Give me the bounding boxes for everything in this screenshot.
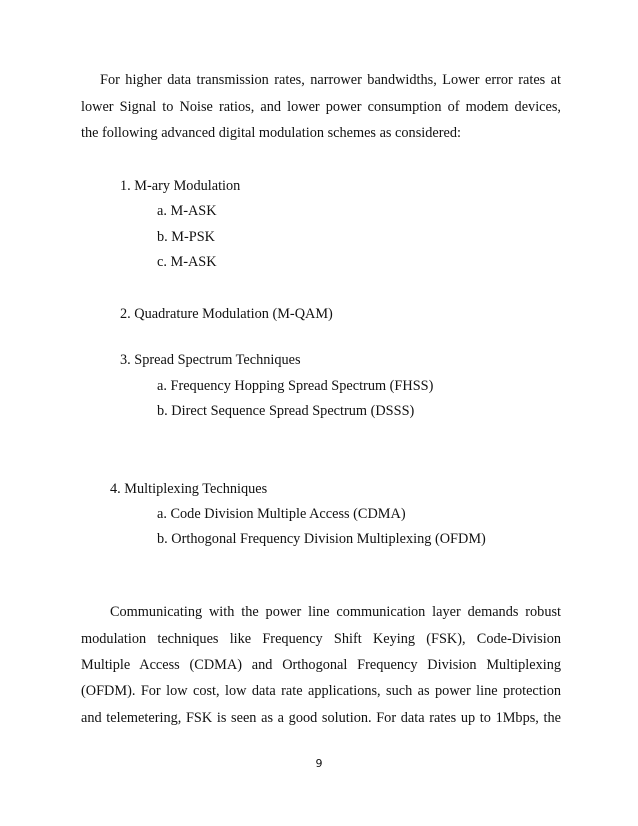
- closing-line-1: Communicating with the power line communication layer demands robust: [110, 604, 561, 620]
- closing-line-2: modulation techniques like Frequency Shift Keying (FSK), Code-Division: [81, 631, 561, 647]
- closing-line-5: and telemetering, FSK is seen as a good solution. For data rates up to 1Mbps, the: [81, 710, 561, 726]
- intro-line-3: the following advanced digital modulation schemes as considered:: [81, 125, 461, 141]
- list-item-1a: a. M-ASK: [157, 203, 217, 219]
- list-item-3: 3. Spread Spectrum Techniques: [120, 352, 301, 368]
- list-item-1: 1. M-ary Modulation: [120, 178, 241, 194]
- intro-line-2: lower Signal to Noise ratios, and lower power consumption of modem devices,: [81, 99, 561, 115]
- list-item-3a: a. Frequency Hopping Spread Spectrum (FHSS): [157, 378, 434, 394]
- list-item-4: 4. Multiplexing Techniques: [110, 481, 268, 497]
- list-item-4b: b. Orthogonal Frequency Division Multiplexing (OFDM): [157, 531, 486, 547]
- page-number: 9: [315, 757, 323, 770]
- list-item-2: 2. Quadrature Modulation (M-QAM): [120, 306, 333, 322]
- list-item-4a: a. Code Division Multiple Access (CDMA): [157, 506, 406, 522]
- list-item-3b: b. Direct Sequence Spread Spectrum (DSSS): [157, 403, 415, 419]
- intro-line-1: For higher data transmission rates, narrower bandwidths, Lower error rates at: [100, 72, 561, 88]
- list-item-1c: c. M-ASK: [157, 254, 217, 270]
- list-item-1b: b. M-PSK: [157, 229, 215, 245]
- closing-line-4: (OFDM). For low cost, low data rate applications, such as power line protection: [81, 683, 561, 699]
- closing-line-3: Multiple Access (CDMA) and Orthogonal Frequency Division Multiplexing: [81, 657, 561, 673]
